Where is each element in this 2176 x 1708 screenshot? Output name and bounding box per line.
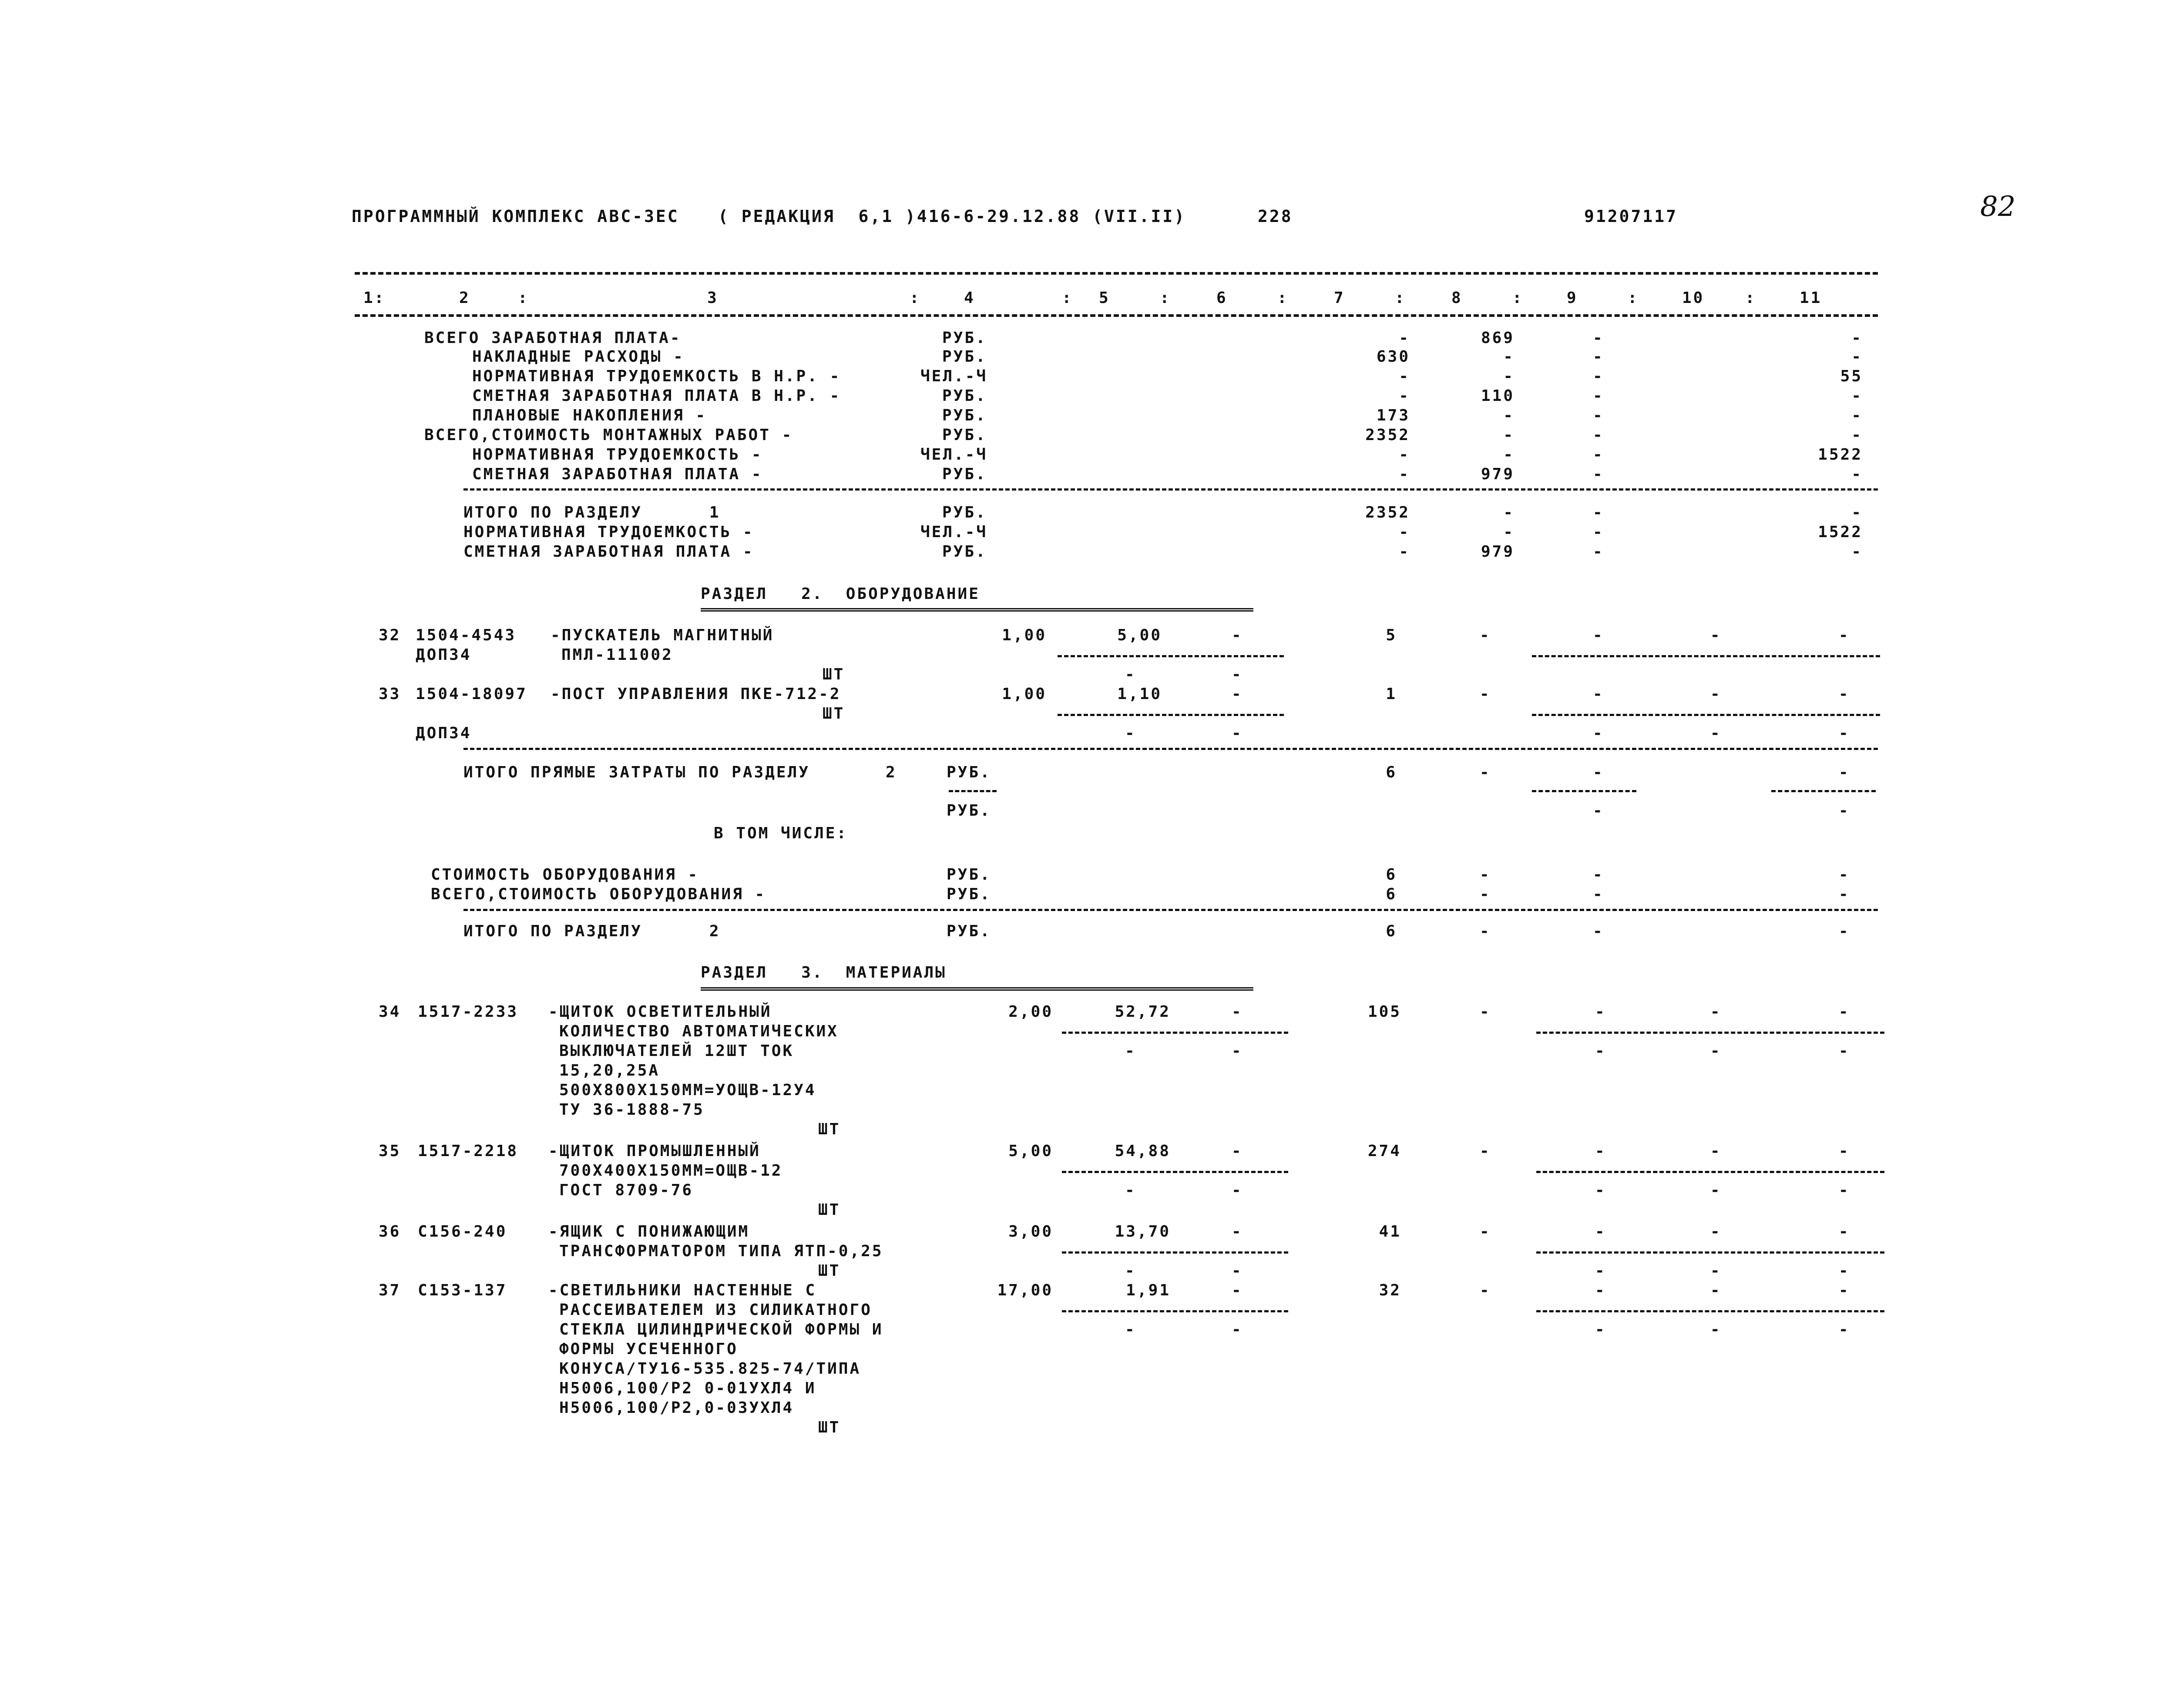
section-3-underline: [701, 987, 1253, 991]
item-price: 52,72: [1115, 1003, 1171, 1021]
column-header: 2: [459, 289, 470, 307]
item-total: 5: [1386, 626, 1397, 644]
row-unit: РУБ.: [947, 866, 991, 884]
program-name: ПРОГРАММНЫЙ КОМПЛЕКС АВС-3ЕС: [352, 207, 679, 226]
item-unit: ШТ: [818, 1120, 841, 1138]
row-label: СМЕТНАЯ ЗАРАБОТНАЯ ПЛАТА -: [472, 465, 763, 483]
section-3-title: РАЗДЕЛ 3. МАТЕРИАЛЫ: [701, 964, 947, 982]
item-description: Н5006,100/Р2 0-01УХЛ4 И: [559, 1379, 816, 1397]
row-label: НОРМАТИВНАЯ ТРУДОЕМКОСТЬ -: [472, 446, 763, 464]
column-header: 9: [1567, 289, 1578, 307]
row-unit: РУБ.: [942, 387, 987, 405]
row-unit: ЧЕЛ.-Ч: [920, 446, 988, 464]
item-total: 1: [1386, 685, 1397, 703]
item-unit: ШТ: [818, 1419, 841, 1436]
item-price: 13,70: [1115, 1223, 1171, 1241]
section-2-total-rule: [463, 909, 1878, 911]
item-price: 54,88: [1115, 1142, 1171, 1160]
item-code: 1517-2218: [418, 1142, 519, 1160]
row-label: НАКЛАДНЫЕ РАСХОДЫ -: [472, 348, 685, 366]
item-description: 700Х400Х150ММ=ОЩВ-12: [559, 1162, 783, 1180]
item-total: 105: [1367, 1003, 1401, 1021]
item-number: 34: [379, 1003, 401, 1021]
item-price: 1,91: [1126, 1281, 1171, 1299]
item-description: ГОСТ 8709-76: [559, 1181, 694, 1199]
row-label: СТОИМОСТЬ ОБОРУДОВАНИЯ -: [431, 866, 699, 884]
item-number: 36: [379, 1223, 401, 1241]
column-header: 11: [1800, 289, 1822, 307]
row-label: НОРМАТИВНАЯ ТРУДОЕМКОСТЬ -: [463, 523, 754, 541]
item-description: 500Х800Х150ММ=УОЩВ-12У4: [559, 1081, 816, 1099]
item-description: -ЩИТОК ПРОМЫШЛЕННЫЙ: [548, 1142, 761, 1160]
row-unit: ЧЕЛ.-Ч: [920, 523, 988, 541]
row-unit: РУБ.: [942, 465, 987, 483]
edition-info: ( РЕДАКЦИЯ 6,1 )416-6-29.12.88 (VII.II): [718, 207, 1186, 226]
item-quantity: 1,00: [1002, 685, 1047, 703]
row-unit: РУБ.: [947, 885, 991, 903]
page-number: 228: [1258, 207, 1293, 226]
item-description: КОЛИЧЕСТВО АВТОМАТИЧЕСКИХ: [559, 1022, 839, 1040]
column-header: 7: [1334, 289, 1345, 307]
row-number: 2: [886, 763, 897, 781]
item-number: 35: [379, 1142, 401, 1160]
row-label: ИТОГО ПО РАЗДЕЛУ 2: [463, 922, 721, 940]
row-unit: РУБ.: [942, 426, 987, 444]
document-code: 91207117: [1584, 207, 1678, 226]
item-unit: ШТ: [818, 1201, 841, 1219]
item-unit: ШТ: [823, 705, 845, 723]
column-header: 10: [1682, 289, 1705, 307]
item-extra: ДОП34: [416, 646, 472, 664]
item-quantity: 1,00: [1002, 626, 1047, 644]
row-label: СМЕТНАЯ ЗАРАБОТНАЯ ПЛАТА В Н.Р. -: [472, 387, 841, 405]
item-price: 5,00: [1117, 626, 1162, 644]
item-number: 33: [379, 685, 401, 703]
item-description: -ПУСКАТЕЛЬ МАГНИТНЫЙ: [551, 626, 774, 644]
header-bottom-rule: [355, 314, 1878, 317]
item-description: СТЕКЛА ЦИЛИНДРИЧЕСКОЙ ФОРМЫ И: [559, 1321, 883, 1338]
item-extra: ДОП34: [416, 724, 472, 742]
item-description: -ПОСТ УПРАВЛЕНИЯ ПКЕ-712-2: [551, 685, 841, 703]
row-unit: РУБ.: [942, 543, 987, 561]
item-code: С156-240: [418, 1223, 507, 1241]
row-label: НОРМАТИВНАЯ ТРУДОЕМКОСТЬ В Н.Р. -: [472, 367, 841, 385]
item-total: 274: [1367, 1142, 1401, 1160]
row-label: ИТОГО ПРЯМЫЕ ЗАТРАТЫ ПО РАЗДЕЛУ: [463, 763, 810, 781]
section-2-underline: [701, 608, 1253, 612]
row-unit: РУБ.: [942, 348, 987, 366]
row-unit: РУБ.: [947, 802, 991, 820]
row-unit: ЧЕЛ.-Ч: [920, 367, 988, 385]
item-description: КОНУСА/ТУ16-535.825-74/ТИПА: [559, 1360, 861, 1378]
row-label: ВСЕГО ЗАРАБОТНАЯ ПЛАТА-: [424, 329, 682, 347]
column-header: 8: [1451, 289, 1463, 307]
item-description: ФОРМЫ УСЕЧЕННОГО: [559, 1340, 738, 1358]
section-2-direct-rule: [463, 748, 1878, 750]
item-description: 15,20,25А: [559, 1062, 660, 1079]
row-label: ПЛАНОВЫЕ НАКОПЛЕНИЯ -: [472, 407, 707, 424]
item-unit: ШТ: [818, 1262, 841, 1280]
item-description: -ЯЩИК С ПОНИЖАЮЩИМ: [548, 1223, 750, 1241]
row-unit: РУБ.: [942, 329, 987, 347]
row-label: ИТОГО ПО РАЗДЕЛУ 1: [463, 504, 721, 521]
item-description: -СВЕТИЛЬНИКИ НАСТЕННЫЕ С: [548, 1281, 817, 1299]
column-header: 6: [1216, 289, 1228, 307]
item-total: 32: [1379, 1281, 1401, 1299]
item-quantity: 17,00: [997, 1281, 1053, 1299]
item-code: С153-137: [418, 1281, 507, 1299]
column-header: 5: [1099, 289, 1110, 307]
item-description: ТРАНСФОРМАТОРОМ ТИПА ЯТП-0,25: [559, 1242, 883, 1260]
row-label: ВСЕГО,СТОИМОСТЬ МОНТАЖНЫХ РАБОТ -: [424, 426, 793, 444]
item-quantity: 3,00: [1008, 1223, 1053, 1241]
table-top-rule: [355, 272, 1878, 275]
item-quantity: 5,00: [1008, 1142, 1053, 1160]
item-price: 1,10: [1117, 685, 1162, 703]
row-unit: РУБ.: [947, 922, 991, 940]
item-number: 37: [379, 1281, 401, 1299]
item-description: Н5006,100/Р2,0-03УХЛ4: [559, 1399, 794, 1417]
column-header: 1: [363, 289, 375, 307]
item-number: 32: [379, 626, 401, 644]
item-code: 1504-4543: [416, 626, 517, 644]
row-label: ВСЕГО,СТОИМОСТЬ ОБОРУДОВАНИЯ -: [431, 885, 766, 903]
column-header: 3: [707, 289, 719, 307]
item-description: РАССЕИВАТЕЛЕМ ИЗ СИЛИКАТНОГО: [559, 1301, 872, 1319]
item-code: 1504-18097: [416, 685, 527, 703]
item-quantity: 2,00: [1008, 1003, 1053, 1021]
row-unit: РУБ.: [942, 504, 987, 521]
item-code: 1517-2233: [418, 1003, 519, 1021]
column-header: 4: [964, 289, 975, 307]
item-description: ВЫКЛЮЧАТЕЛЕЙ 12ШТ ТОК: [559, 1042, 794, 1060]
item-description: ПМЛ-111002: [561, 646, 673, 664]
handwritten-sheet-number: 82: [1980, 191, 2016, 223]
item-description: -ЩИТОК ОСВЕТИТЕЛЬНЫЙ: [548, 1003, 772, 1021]
item-total: 41: [1379, 1223, 1401, 1241]
row-unit: РУБ.: [947, 763, 991, 781]
item-unit: ШТ: [823, 666, 845, 683]
section-2-title: РАЗДЕЛ 2. ОБОРУДОВАНИЕ: [701, 585, 980, 603]
row-label: СМЕТНАЯ ЗАРАБОТНАЯ ПЛАТА -: [463, 543, 754, 561]
row-unit: РУБ.: [942, 407, 987, 424]
section-1-total-rule: [463, 488, 1878, 491]
item-description: ТУ 36-1888-75: [559, 1101, 705, 1119]
including-label: В ТОМ ЧИСЛЕ:: [714, 824, 848, 842]
